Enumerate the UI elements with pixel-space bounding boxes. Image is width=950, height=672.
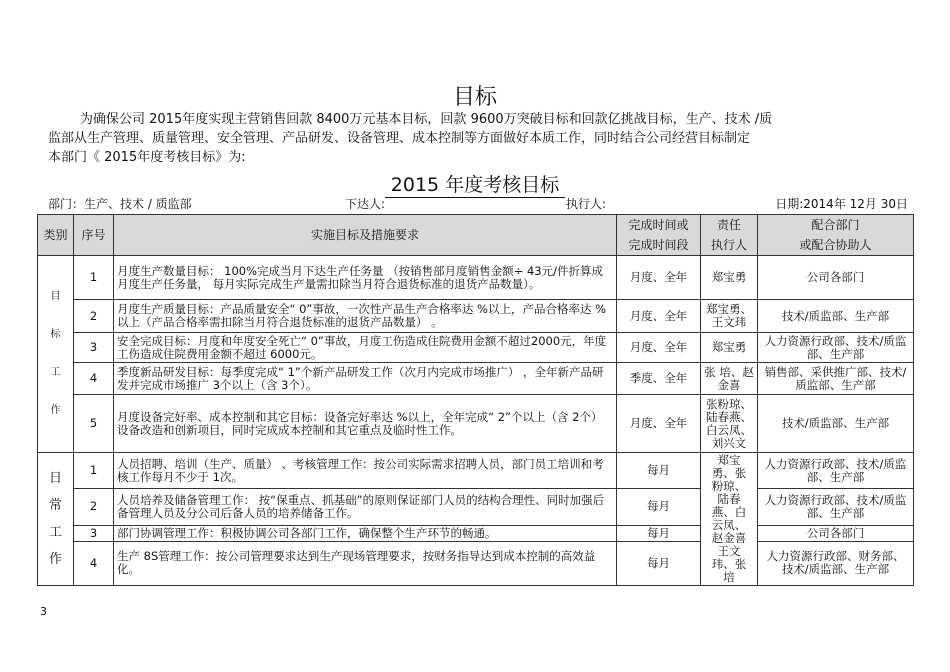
coop-cell: 公司各部门 [758,256,914,300]
seq-cell: 1 [74,256,114,300]
measure-cell: 季度新品研发目标：每季度完成“ 1”个新产品研发工作（次月内完成市场推广） ，全年新产品研发并完成市场推广 3个以上（含 3个）。 [114,363,617,395]
table-row [38,300,914,333]
measure-cell: 月度生产质量目标：产品质量安全“ 0”事故，一次性产品生产合格率达 %以上，产品合格率达 %以上（产品合格率需扣除当月符合退货标准的退货产品数量） 。 [114,300,617,333]
seq-cell: 4 [74,541,114,585]
department: 部门：生产、技术 / 质监部 [48,197,192,211]
table-row [38,541,914,585]
table-row [38,489,914,525]
measure-cell: 人员培养及储备管理工作： 按“保重点、抓基础”的原则保证部门人员的结构合理性、同时加强后备管理人员及分公司后备人员的培养储备工作。 [114,489,617,525]
owner-cell: 张粉琼、陆春燕、白云凤、刘兴文 [701,395,758,453]
subtitle [0,170,950,197]
table-row [38,363,914,395]
coop-cell: 技术/质监部、生产部 [758,300,914,333]
header-resp-line: 执行人 [710,238,747,252]
header-coop-line: 配合部门 [811,218,860,232]
time-cell: 月度、全年 [617,300,701,333]
time-cell: 季度、全年 [617,363,701,395]
category-label: 日常工作 [48,471,62,567]
time-cell: 每月 [617,453,701,489]
header-resp-line: 责任 [716,218,741,232]
seq-cell: 3 [74,333,114,363]
time-cell: 月度、全年 [617,256,701,300]
header-responsible [701,215,758,256]
intro-line: 监部从生产管理、质量管理、安全管理、产品研发、设备管理、成本控制等方面做好本质工作，同时结合公司经营目标制定 [48,131,751,146]
goals-table [37,214,914,586]
subtitle-text: 2015 年度考核目标 [385,174,565,198]
header-time-line: 完成时间或 [628,218,689,232]
measure-cell: 月度生产数量目标： 100%完成当月下达生产任务量 （按销售部月度销售金额÷ 43元/件折算成月度生产任务量， 每月实际完成生产量需扣除当月符合退货标准的退货产品数量）。 [114,256,617,300]
time-cell: 每月 [617,489,701,525]
coop-cell: 公司各部门 [758,525,914,541]
seq-cell: 5 [74,395,114,453]
owner-group: 郑宝勇、张粉琼、陆春燕、白云凤、赵金喜王文玮、张 培 [711,453,747,584]
time-cell: 每月 [617,525,701,541]
owner-cell [701,453,758,586]
coop-cell: 人力资源行政部、技术/质监部、生产部 [758,453,914,489]
measure-cell: 部门协调管理工作：积极协调公司各部门工作，确保整个生产环节的畅通。 [114,525,617,541]
meta-line [48,195,908,211]
header-time-line: 完成时间段 [628,238,689,252]
table-row [38,453,914,489]
intro-paragraph [48,110,908,167]
coop-cell: 技术/质监部、生产部 [758,395,914,453]
coop-cell: 人力资源行政部、财务部、技术/质监部、生产部 [758,541,914,585]
table-header-row [38,215,914,256]
header-time [617,215,701,256]
category-cell [38,256,74,453]
time-cell: 月度、全年 [617,333,701,363]
table-row [38,395,914,453]
seq-cell: 2 [74,489,114,525]
seq-cell: 3 [74,525,114,541]
issuer: 下达人: [345,197,386,211]
table-row [38,256,914,300]
header-measures: 实施目标及措施要求 [114,215,617,256]
intro-line: 本部门《 2015年度考核目标》为: [48,150,246,165]
table-row [38,525,914,541]
coop-cell: 销售部、采供推广部、技术/质监部、生产部 [758,363,914,395]
owner-cell: 郑宝勇、王文玮 [701,300,758,333]
header-category: 类别 [38,215,74,256]
measure-cell: 月度设备完好率、成本控制和其它目标：设备完好率达 %以上，全年完成“ 2”个以上（含 2个）设备改造和创新项目，同时完成成本控制和其它重点及临时性工作。 [114,395,617,453]
date: 日期:2014年 12月 30日 [775,197,908,211]
intro-line: 为确保公司 2015年度实现主营销售回款 8400万元基本目标，回款 9600万突破目标和回款亿挑战目标，生产、技术 /质 [80,112,773,127]
header-cooperation [758,215,914,256]
time-cell: 每月 [617,541,701,585]
measure-cell: 人员招聘、培训（生产、质量） 、考核管理工作：按公司实际需求招聘人员，部门员工培训和考核工作每月不少于 1次。 [114,453,617,489]
coop-cell: 人力资源行政部、技术/质监部、生产部 [758,333,914,363]
seq-cell: 1 [74,453,114,489]
time-cell: 月度、全年 [617,395,701,453]
page-number: 3 [40,605,47,618]
executor: 执行人: [566,197,607,211]
page-title: 目标 [452,85,497,110]
category-label: 目标工作 [50,291,61,416]
header-seq: 序号 [74,215,114,256]
owner-cell: 郑宝勇 [701,256,758,300]
measure-cell: 安全完成目标：月度和年度安全死亡“ 0”事故，月度工伤造成住院费用金额不超过2000元，年度工伤造成住院费用金额不超过 6000元。 [114,333,617,363]
seq-cell: 4 [74,363,114,395]
coop-cell: 人力资源行政部、技术/质监部、生产部 [758,489,914,525]
header-coop-line: 或配合协助人 [799,238,872,252]
measure-cell: 生产 8S管理工作：按公司管理要求达到生产现场管理要求，按财务指导达到成本控制的高效益化。 [114,541,617,585]
category-cell [38,453,74,586]
owner-cell: 郑宝勇 [701,333,758,363]
seq-cell: 2 [74,300,114,333]
owner-cell: 张 培、赵金喜 [701,363,758,395]
table-row [38,333,914,363]
